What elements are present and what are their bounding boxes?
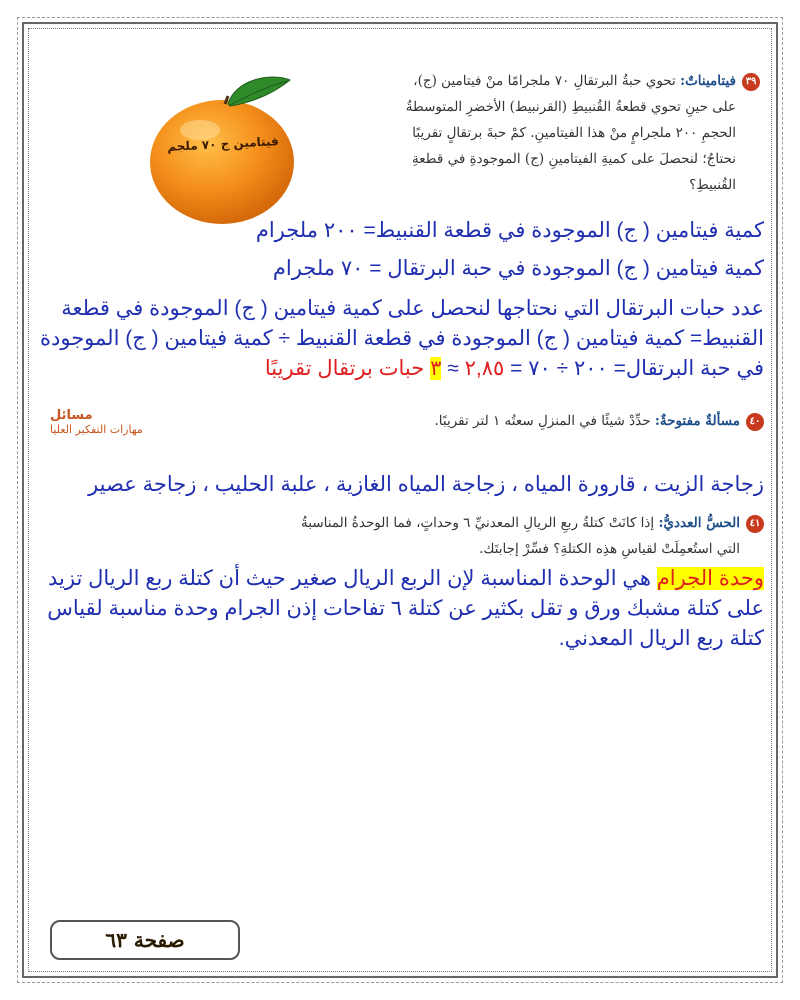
answer-highlight: وحدة الجرام bbox=[656, 567, 764, 590]
question-title: فيتاميناتٌ: bbox=[680, 73, 736, 89]
question-line: على حينِ تحوي قطعةُ القُنبيطِ (القرنبيط) الأخضرِ المتوسطةُ bbox=[405, 99, 736, 115]
question-title: مسألةٌ مفتوحةٌ: bbox=[654, 413, 740, 429]
question-number-badge: ٤١ bbox=[746, 515, 764, 533]
question-number-badge: ٤٠ bbox=[746, 413, 764, 431]
question-line: الحجمِ ٢٠٠ ملجرامٍ منْ هذا الفيتامينِ. كمْ حبةَ برتقالٍ تقريبًا bbox=[412, 125, 736, 141]
answer-line: كمية فيتامين ( ج) الموجودة في قطعة القنبيط= ٢٠٠ ملجرام bbox=[255, 219, 764, 242]
answer-40: زجاجة الزيت ، قارورة المياه ، زجاجة المياه الغازية ، علبة الحليب ، زجاجة عصير bbox=[88, 473, 764, 496]
question-number-badge: ٣٩ bbox=[742, 73, 760, 91]
result-unit: حبات برتقال تقريبًا bbox=[264, 357, 425, 380]
question-text: حدِّدْ شيئًا في المنزلِ سعتُه ١ لتر تقريبًا. bbox=[434, 413, 651, 429]
answer-line: كمية فيتامين ( ج) الموجودة في حبة البرتقال = ٧٠ ملجرام bbox=[272, 257, 764, 280]
question-39 bbox=[320, 68, 760, 198]
section-sublabel: مهارات التفكير العليا bbox=[50, 423, 143, 436]
orange-label: فيتامين ج ٧٠ ملجم bbox=[166, 134, 280, 154]
question-title: الحسُّ العدديُّ: bbox=[658, 515, 740, 531]
question-line: نحتاجُ؛ لنحصلَ على كميةِ الفيتامينِ (ج) الموجودةِ في قطعةِ bbox=[412, 151, 736, 167]
answer-39 bbox=[40, 216, 764, 384]
question-line: تحوي حبةُ البرتقالِ ٧٠ ملجرامًا منْ فيتامين (ج)، bbox=[413, 73, 676, 89]
orange-image bbox=[140, 70, 310, 230]
question-line: القُنبيطِ؟ bbox=[689, 177, 736, 193]
question-40 bbox=[40, 408, 764, 436]
result-value: ٢,٨٥ bbox=[464, 357, 505, 380]
section-label: مسائل bbox=[50, 408, 93, 423]
rounded-result: ٣ bbox=[430, 357, 442, 380]
answer-paragraph: عدد حبات البرتقال التي نحتاجها لنحصل على كمية فيتامين ( ج) الموجودة في قطعة القنبيط= كمية فيتامين ( ج) الموجودة في قطعة القنبيط ÷ كمية فيتامين ( ج) الموجودة في حبة البرتقال= ٢٠٠ ÷ ٧٠ = ٢,٨٥ ≈ ٣ حبات برتقال تقريبًا bbox=[40, 297, 764, 380]
answer-text: هي الوحدة المناسبة لإن الربع الريال صغير حيث أن كتلة ربع الريال تزيد على كتلة مشبك ورق و تقل بكثير عن كتلة ٦ تفاحات إذن الجرام وحدة مناسبة لقياس كتلة ربع الريال المعدني. bbox=[47, 567, 764, 650]
answer-41 bbox=[40, 564, 764, 654]
question-line: التي استُعمِلَتْ لقياسِ هذِه الكتلةِ؟ فسِّرْ إجابتَك. bbox=[479, 541, 740, 557]
page-number: صفحة ٦٣ bbox=[50, 920, 240, 960]
question-41: ٤١الحسُّ العدديُّ: إذا كانَتْ كتلةُ ربعِ الريالِ المعدنيِّ ٦ وحداتٍ، فما الوحدةُ المناسبةُ التي استُعمِلَتْ لقياسِ هذِه الكتلةِ؟ فسِّرْ إجابتَك. bbox=[120, 510, 764, 562]
